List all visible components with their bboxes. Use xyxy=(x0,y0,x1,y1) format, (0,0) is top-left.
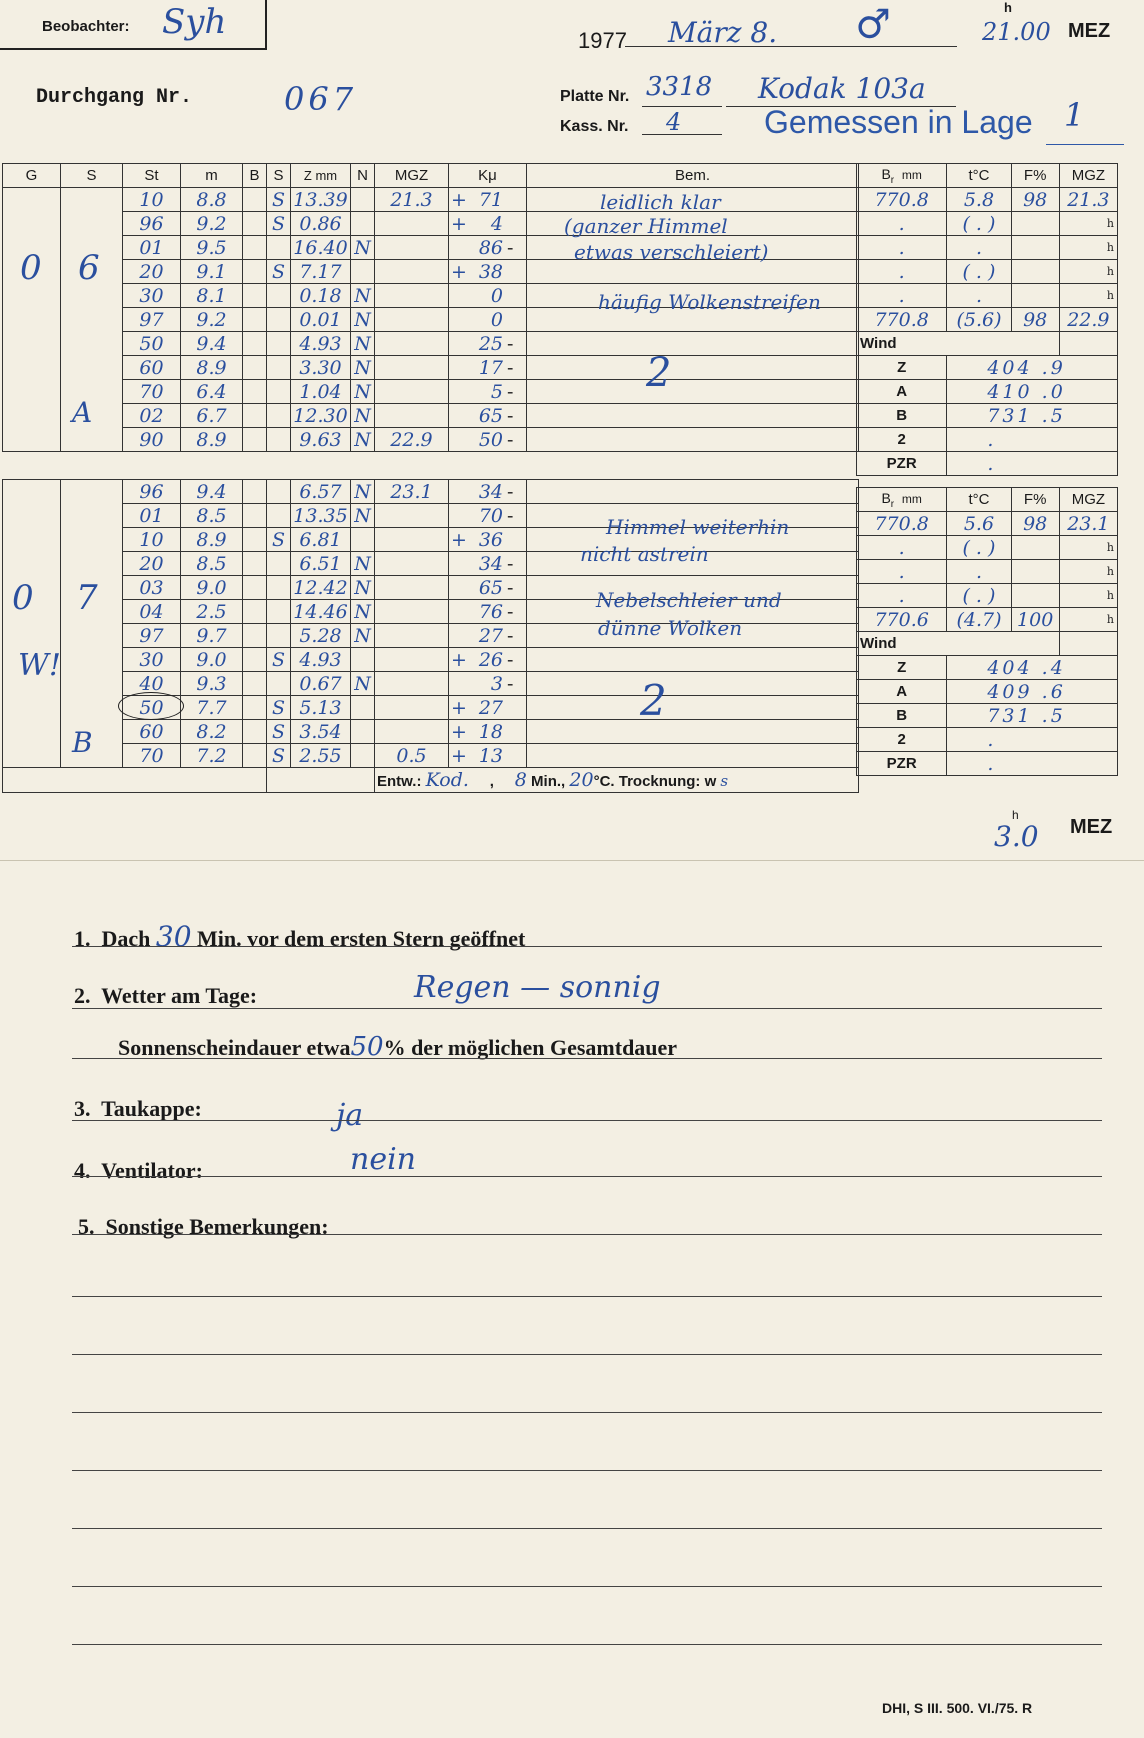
block1-remark-1: leidlich klar xyxy=(600,190,721,214)
end-tz: MEZ xyxy=(1070,816,1113,838)
side-row: . ( . ) h xyxy=(857,212,1118,236)
table-row: 04 2.5 14.46 N 76 - xyxy=(3,600,859,624)
table-row: 40 9.3 0.67 N 3 - xyxy=(3,672,859,696)
col-k: Kμ xyxy=(449,164,527,188)
cassette-no: 4 xyxy=(666,108,682,136)
block1-remark-2: (ganzer Himmel xyxy=(564,214,728,238)
k-cell: + 18 xyxy=(449,720,527,744)
side-row: . ( . ) h xyxy=(857,260,1118,284)
q2b: Sonnenscheindauer etwa50% der möglichen Gesamtdauer xyxy=(118,1032,678,1062)
side-row: 770.8 5.8 98 21.3 xyxy=(857,188,1118,212)
plate-type: Kodak 103a xyxy=(758,72,926,105)
k-cell: 3 - xyxy=(449,672,527,696)
block2-group-b: B xyxy=(72,726,93,759)
block2-group-s: 7 xyxy=(76,578,98,618)
col-st: St xyxy=(123,164,181,188)
table-row: 70 7.2 S 2.55 0.5 + 13 xyxy=(3,744,859,768)
table-row: 10 8.8 S 13.39 21.3 + 71 xyxy=(3,188,859,212)
k-cell: + 4 xyxy=(449,212,527,236)
time-superscript: h xyxy=(1004,0,1012,15)
table-row: 03 9.0 12.42 N 65 - xyxy=(3,576,859,600)
k-cell: 25 - xyxy=(449,332,527,356)
k-cell: 27 - xyxy=(449,624,527,648)
lage-value: 1 xyxy=(1064,96,1085,134)
k-cell: 0 xyxy=(449,308,527,332)
q4: 4. Ventilator: xyxy=(74,1158,203,1183)
k-cell: + 38 xyxy=(449,260,527,284)
plate-label: Platte Nr. xyxy=(560,88,630,105)
q2-value: Regen — sonnig xyxy=(414,970,661,1005)
col-g: G xyxy=(3,164,61,188)
k-cell: 65 - xyxy=(449,576,527,600)
col-b: B xyxy=(243,164,267,188)
col-bem: Bem. xyxy=(527,164,859,188)
block1-group-s: 6 xyxy=(78,248,100,288)
block2-remark-5: 2 xyxy=(640,676,667,725)
table-row: 97 9.2 0.01 N 0 xyxy=(3,308,859,332)
k-cell: 65 - xyxy=(449,404,527,428)
observer-box xyxy=(0,0,267,50)
block2-remark-1: Himmel weiterhin xyxy=(606,515,790,539)
k-cell: + 71 xyxy=(449,188,527,212)
table-row: 20 9.1 S 7.17 + 38 xyxy=(3,260,859,284)
wind-label: Wind xyxy=(857,332,1060,356)
k-cell: 34 - xyxy=(449,480,527,504)
side-row: . . h xyxy=(857,560,1118,584)
table-row: 50 7.7 S 5.13 + 27 xyxy=(3,696,859,720)
side-table-2: $B_r$ mm t°C F% MGZ 770.8 5.6 98 23.1 . ( . ) h . . h . ( . ) h 770.6 (4.7) 100 h Wind Z 404 .4 A 409 .6 B 731 .5 2 . PZR . xyxy=(856,487,1118,776)
k-cell: + 27 xyxy=(449,696,527,720)
side-row: 770.6 (4.7) 100 h xyxy=(857,608,1118,632)
col-s: S xyxy=(61,164,123,188)
k-cell: + 26 - xyxy=(449,648,527,672)
k-cell: 70 - xyxy=(449,504,527,528)
transit-label: Durchgang Nr. xyxy=(36,86,193,109)
table-row: 90 8.9 9.63 N 22.9 50 - xyxy=(3,428,859,452)
wind-mark: W! xyxy=(18,648,61,683)
time: 21.00 xyxy=(982,18,1051,46)
k-cell: + 36 xyxy=(449,528,527,552)
side-row: . . h xyxy=(857,284,1118,308)
k-cell: + 13 xyxy=(449,744,527,768)
col-mgz: MGZ xyxy=(375,164,449,188)
q2: 2. Wetter am Tage: xyxy=(74,983,258,1008)
side-row: . ( . ) h xyxy=(857,584,1118,608)
end-time-sup: h xyxy=(1012,808,1019,822)
k-cell: 50 - xyxy=(449,428,527,452)
side-row: 770.8 (5.6) 98 22.9 xyxy=(857,308,1118,332)
observer-label: Beobachter: xyxy=(42,18,130,35)
side-row: . . h xyxy=(857,236,1118,260)
k-cell: 17 - xyxy=(449,356,527,380)
table-row: 30 9.0 S 4.93 + 26 - xyxy=(3,648,859,672)
k-cell: 34 - xyxy=(449,552,527,576)
transit-no: 067 xyxy=(284,80,358,118)
gemessen-stamp: Gemessen in Lage xyxy=(764,104,1033,140)
wind-label: Wind xyxy=(857,632,1060,656)
table-row: 02 6.7 12.30 N 65 - xyxy=(3,404,859,428)
block1-remark-3: etwas verschleiert) xyxy=(574,240,769,264)
k-cell: 5 - xyxy=(449,380,527,404)
q4-value: nein xyxy=(350,1142,416,1177)
end-time: 3.0 xyxy=(994,820,1039,853)
k-cell: 0 xyxy=(449,284,527,308)
year: 1977 xyxy=(578,28,627,53)
table-row: 30 8.1 0.18 N 0 xyxy=(3,284,859,308)
block2-remark-4: dünne Wolken xyxy=(598,616,743,640)
table-row: 20 8.5 6.51 N 34 - xyxy=(3,552,859,576)
table-row: 70 6.4 1.04 N 5 - xyxy=(3,380,859,404)
side-row: . ( . ) h xyxy=(857,536,1118,560)
table-row: 01 8.5 13.35 N 70 - xyxy=(3,504,859,528)
development-row: Entw.: Kod. , 8 Min., 20°C. Trocknung: w s xyxy=(375,768,859,793)
block1-remark-5: 2 xyxy=(646,350,672,396)
block1-remark-4: häufig Wolkenstreifen xyxy=(598,290,821,314)
q3-value: ja xyxy=(336,1098,364,1133)
form-footer: DHI, S III. 500. VI./75. R xyxy=(882,1700,1033,1716)
q1: 1. Dach 30 Min. vor dem ersten Stern geöffnet xyxy=(74,920,526,953)
cassette-label: Kass. Nr. xyxy=(560,118,629,135)
planet-symbol: ♂ xyxy=(855,2,891,48)
block1-group-g: 0 xyxy=(20,248,42,288)
q3: 3. Taukappe: xyxy=(74,1096,202,1121)
col-m: m xyxy=(181,164,243,188)
side-table-1: $B_r$ mm t°C F% MGZ 770.8 5.8 98 21.3 . ( . ) h . . h . ( . ) h . . h 770.8 (5.6) 98 22.9 Wind Z 404 .9 A 410 .0 B 731 .5 2 . PZR . xyxy=(856,163,1118,476)
block2-remark-3: Nebelschleier und xyxy=(596,588,782,612)
plate-no: 3318 xyxy=(646,72,713,102)
circle-mark xyxy=(118,692,184,720)
side-row: 770.8 5.6 98 23.1 xyxy=(857,512,1118,536)
k-cell: 86 - xyxy=(449,236,527,260)
observer-value: Syh xyxy=(162,2,227,42)
tz: MEZ xyxy=(1068,20,1111,42)
table-row: 60 8.2 S 3.54 + 18 xyxy=(3,720,859,744)
date: März 8. xyxy=(668,16,778,49)
table-row: 96 9.4 6.57 N 23.1 34 - xyxy=(3,480,859,504)
q5: 5. Sonstige Bemerkungen: xyxy=(78,1214,329,1239)
table-row: 96 9.2 S 0.86 + 4 xyxy=(3,212,859,236)
table-row: 60 8.9 3.30 N 17 - xyxy=(3,356,859,380)
block2-group-g: 0 xyxy=(12,578,34,618)
table-row: 50 9.4 4.93 N 25 - xyxy=(3,332,859,356)
k-cell: 76 - xyxy=(449,600,527,624)
col-z: Z mm xyxy=(291,164,351,188)
table-row: 01 9.5 16.40 N 86 - xyxy=(3,236,859,260)
col-s2: S xyxy=(267,164,291,188)
col-n: N xyxy=(351,164,375,188)
table-row: 10 8.9 S 6.81 + 36 xyxy=(3,528,859,552)
block1-group-a: A xyxy=(72,396,93,429)
block2-remark-2: nicht astrein xyxy=(580,542,709,566)
table-row: 97 9.7 5.28 N 27 - xyxy=(3,624,859,648)
